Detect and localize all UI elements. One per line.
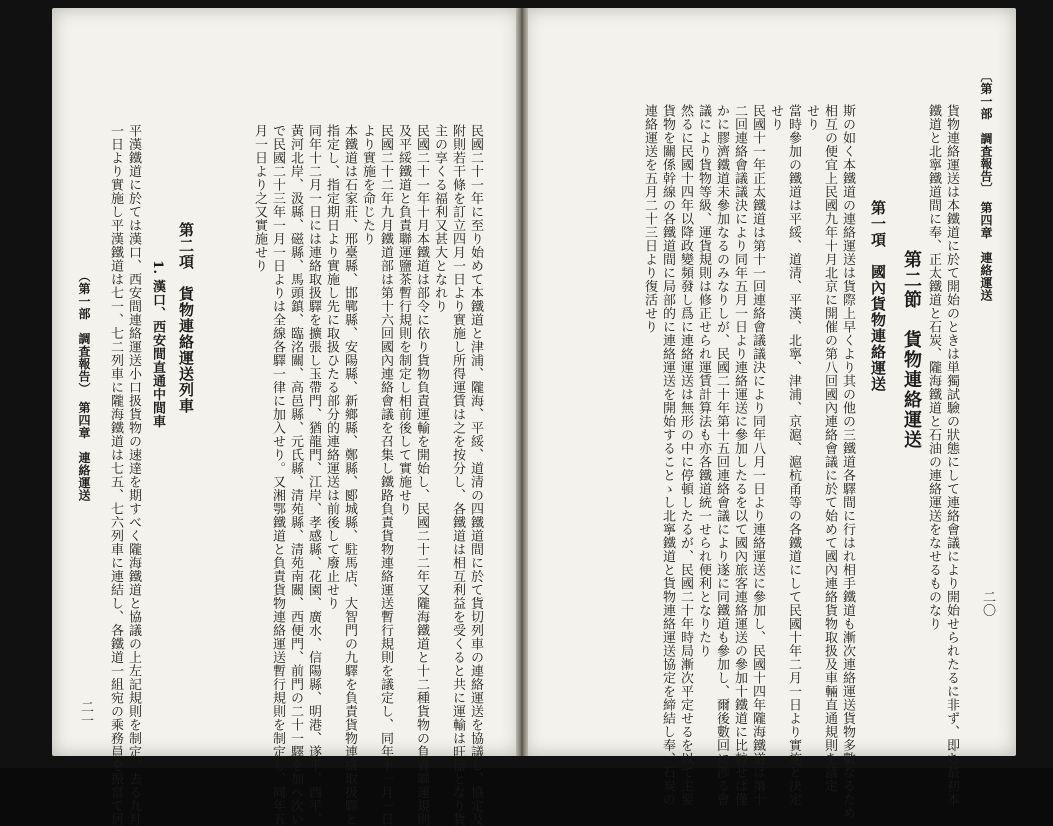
text-line: 連絡運送を五月二十三日より復活せり — [642, 104, 657, 334]
text-line: 一日より實施し平漢鐵道は七一、七二列車に隴海鐵道は七五、七六列車に連結し、各鐵道一組宛の乘務員を振當て居 — [108, 124, 123, 826]
text-line: 黃河北岸、汲縣、磁縣、馬頭鎮、臨洺關、高邑縣、元氏縣、清苑縣、清苑南關、西便門、前門の二十一驛を加へ次い — [288, 124, 303, 826]
text-line: 及平綏鐵道と負責聯運鹽茶暫行規則を制定し相前後して實施せり — [396, 124, 411, 516]
text-line: 鐵道と北寧鐵道間に奉、正太鐵道と石炭、隴海鐵道と石油の連絡運送をなせるものなり — [926, 104, 941, 631]
text-line: 斯の如く本鐵道の連絡運送は貨際上早くより其の他の三鐵道各驛間に行はれ相手鐵道も漸次連絡運送貨物多數なるため — [840, 104, 855, 820]
text-line: 同年十二月一日には連絡取扱驛を擴張し玉帶門、猶龍門、江岸、孝感縣、花園、廣水、信陽縣、明港、遂平、西平、 — [306, 124, 321, 826]
text-line: かに膠濟鐵道未參加なるのみなりしが、民國二十年第十五回連絡會議により遂に同鐵道も參加し、爾後數回に渉る會 — [714, 104, 729, 806]
running-header-right: 〔第一部 調査報告〕 第四章 連絡運送 — [979, 70, 993, 302]
item-heading: 第二項 貨物連絡運送列車 — [177, 222, 195, 414]
text-line: 議により貨物等級、運貨規則は修正せられ運賃計算法も亦各鐵道統一せられ便利となりたり — [696, 104, 711, 658]
text-line: 貨物連絡運送は本鐵道に於て開始のときは単獨試驗の狀態にして連絡會議により開始せられたるに非ず、即ち最初本 — [944, 104, 959, 806]
subheading: 1. 漢口、西安間直通中間車 — [150, 260, 165, 429]
text-line: より實施を命じたり — [360, 124, 375, 246]
text-line: せり — [804, 104, 819, 131]
text-line: 附則若干條を訂立四月一日より實施し所得運賃は之を按分し、各鐵道は相互利益を受くると共に運輸は旺盛となり貨 — [450, 124, 465, 826]
text-line: 民國二十二年九月鐵道部は第十六回國內連絡會議を召集し鐵路負責貨物連絡運送暫行規則を議定し、同年十一月一日 — [378, 124, 393, 826]
text-line: 指定し、指定期日より實施し先に取扱ひたる部分的連絡運送は前後して廢止せり — [324, 124, 339, 610]
section-heading: 第二節 貨物連絡運送 — [901, 250, 922, 450]
text-line: 當時參加の鐵道は平綏、道清、平漢、北寧、津浦、京滬、滬杭甬等の各鐵道にして民國十年二月一日より實施と決定 — [786, 104, 801, 806]
text-line: 民國十一年正太鐵道は第十一回連絡會議議決により同年八月一日より連絡運送に參加し、民國十四年隴海鐵道は第十 — [750, 104, 765, 806]
page-number-left: 二一 — [78, 700, 93, 727]
text-line: 民國二十一年十月本鐵道は部令に依り貨物負責運輸を開始し、民國二十二年又隴海鐵道と十二種貨物の負責聯運規則 — [414, 124, 429, 826]
book-gutter — [516, 8, 528, 756]
text-line: で民國二十三年一月一日よりは全線各驛一律に加入せり。又湘鄂鐵道と負責貨物連絡運送暫行規則を制定し、同年五 — [270, 124, 285, 826]
text-line: せり — [768, 104, 783, 131]
text-line: 相互の便宜上民國九年十月北京に開催の第八回國內連絡會議に於て始めて國內連絡貨物取扱及車輛直通規則を議定 — [822, 104, 837, 793]
running-header-left: （第一部 調査報告） 第四章 連絡運送 — [77, 270, 91, 502]
text-line: 然るに民國十四年以降政變頻發し爲に連絡運送は無形の中に停頓したるが、民國二十年時局漸次平定せるを以て主要 — [678, 104, 693, 806]
text-line: 貨物を關係幹線の各鐵道間に局部的に連絡運送を開始することゝし北寧鐵道と貨物連絡運送協定を締結し奉、石炭の — [660, 104, 675, 806]
text-line: 月一日より之又實施せり — [252, 124, 267, 273]
page-number-right: 二〇 — [980, 590, 995, 617]
text-line: 本鐵道は石家莊、邢臺縣、邯鄲縣、安陽縣、新鄉縣、鄭縣、郾城縣、駐馬店、大智門の九驛を負責貨物連絡取扱驛と — [342, 124, 357, 826]
text-line: 二回連絡會議議決により同年五月一日より連絡運送に參加したるを以て國內旅客連絡運送の參加十鐵道に比較せば僅 — [732, 104, 747, 806]
text-line: 主の享くる福利又甚大となれり — [432, 124, 447, 313]
text-line: 民國二十一年に至り始めて本鐵道と津浦、隴海、平綏、道清の四鐵道間に於て貨切列車の連絡運送を協議し、協定及 — [468, 124, 483, 826]
text-line: 平漢鐵道に於ては漢口、西安間連絡運送小口扱貨物の速達を期すべく隴海鐵道と協議の上左記規則を制定、去る九月 — [126, 124, 141, 826]
item-heading: 第一項 國內貨物連絡運送 — [869, 200, 887, 392]
